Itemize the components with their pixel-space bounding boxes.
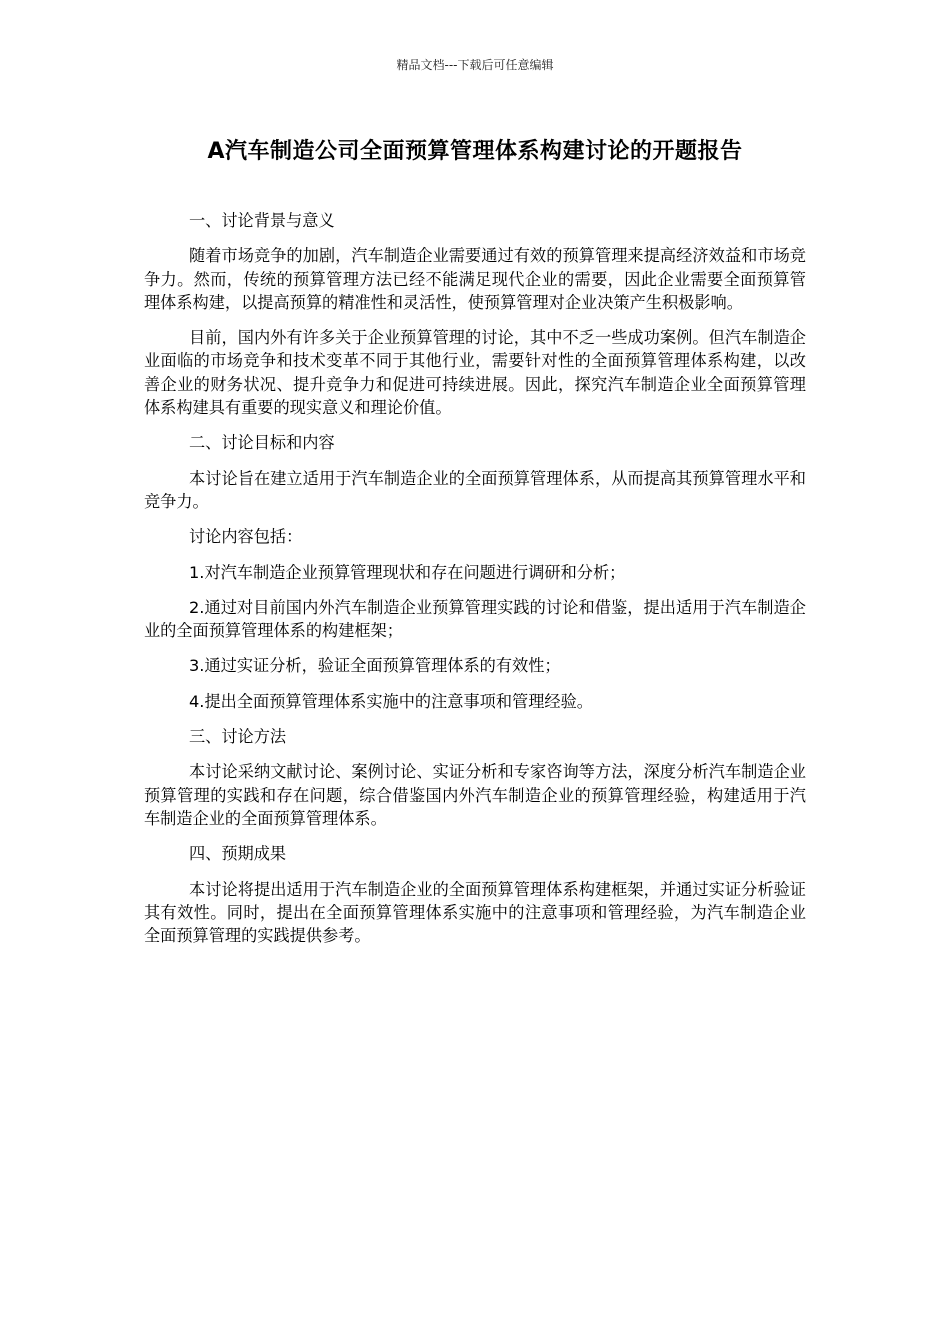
list-item-2: 2.通过对目前国内外汽车制造企业预算管理实践的讨论和借鉴，提出适用于汽车制造企业的全面预算管理体系的构建框架； — [144, 597, 806, 641]
paragraph-goals: 本讨论旨在建立适用于汽车制造企业的全面预算管理体系，从而提高其预算管理水平和竞争力。 — [144, 468, 806, 511]
document-title: A汽车制造公司全面预算管理体系构建讨论的开题报告 — [207, 139, 743, 164]
paragraph-background-1: 随着市场竞争的加剧，汽车制造企业需要通过有效的预算管理来提高经济效益和市场竞争力。然而，传统的预算管理方法已经不能满足现代企业的需要，因此企业需要全面预算管理体系构建，以提高预算的精准性和灵活性，使预算管理对企业决策产生积极影响。 — [144, 246, 806, 312]
paragraph-methods: 本讨论采纳文献讨论、案例讨论、实证分析和专家咨询等方法，深度分析汽车制造企业预算管理的实践和存在问题，综合借鉴国内外汽车制造企业的预算管理经验，构建适用于汽车制造企业的全面预算管理体系。 — [144, 762, 806, 828]
list-item-1: 1.对汽车制造企业预算管理现状和存在问题进行调研和分析； — [189, 562, 626, 582]
paragraph-results: 本讨论将提出适用于汽车制造企业的全面预算管理体系构建框架，并通过实证分析验证其有效性。同时，提出在全面预算管理体系实施中的注意事项和管理经验，为汽车制造企业全面预算管理的实践提供参考。 — [144, 879, 806, 946]
section-heading-background: 一、讨论背景与意义 — [189, 211, 335, 230]
section-heading-results: 四、预期成果 — [189, 844, 287, 864]
paragraph-background-2: 目前，国内外有许多关于企业预算管理的讨论，其中不乏一些成功案例。但汽车制造企业面临的市场竞争和技术变革不同于其他行业，需要针对性的全面预算管理体系构建，以改善企业的财务状况、提升竞争力和促进可持续进展。因此，探究汽车制造企业全面预算管理体系构建具有重要的现实意义和理论价值。 — [144, 328, 806, 418]
list-item-4: 4.提出全面预算管理体系实施中的注意事项和管理经验。 — [189, 691, 593, 711]
header-note: 精品文档---下载后可任意编辑 — [396, 58, 554, 72]
paragraph-content-intro: 讨论内容包括： — [189, 527, 303, 547]
section-heading-goals: 二、讨论目标和内容 — [189, 433, 335, 453]
document-body — [144, 209, 806, 959]
list-item-3: 3.通过实证分析，验证全面预算管理体系的有效性； — [189, 656, 561, 676]
section-heading-methods: 三、讨论方法 — [189, 727, 287, 747]
